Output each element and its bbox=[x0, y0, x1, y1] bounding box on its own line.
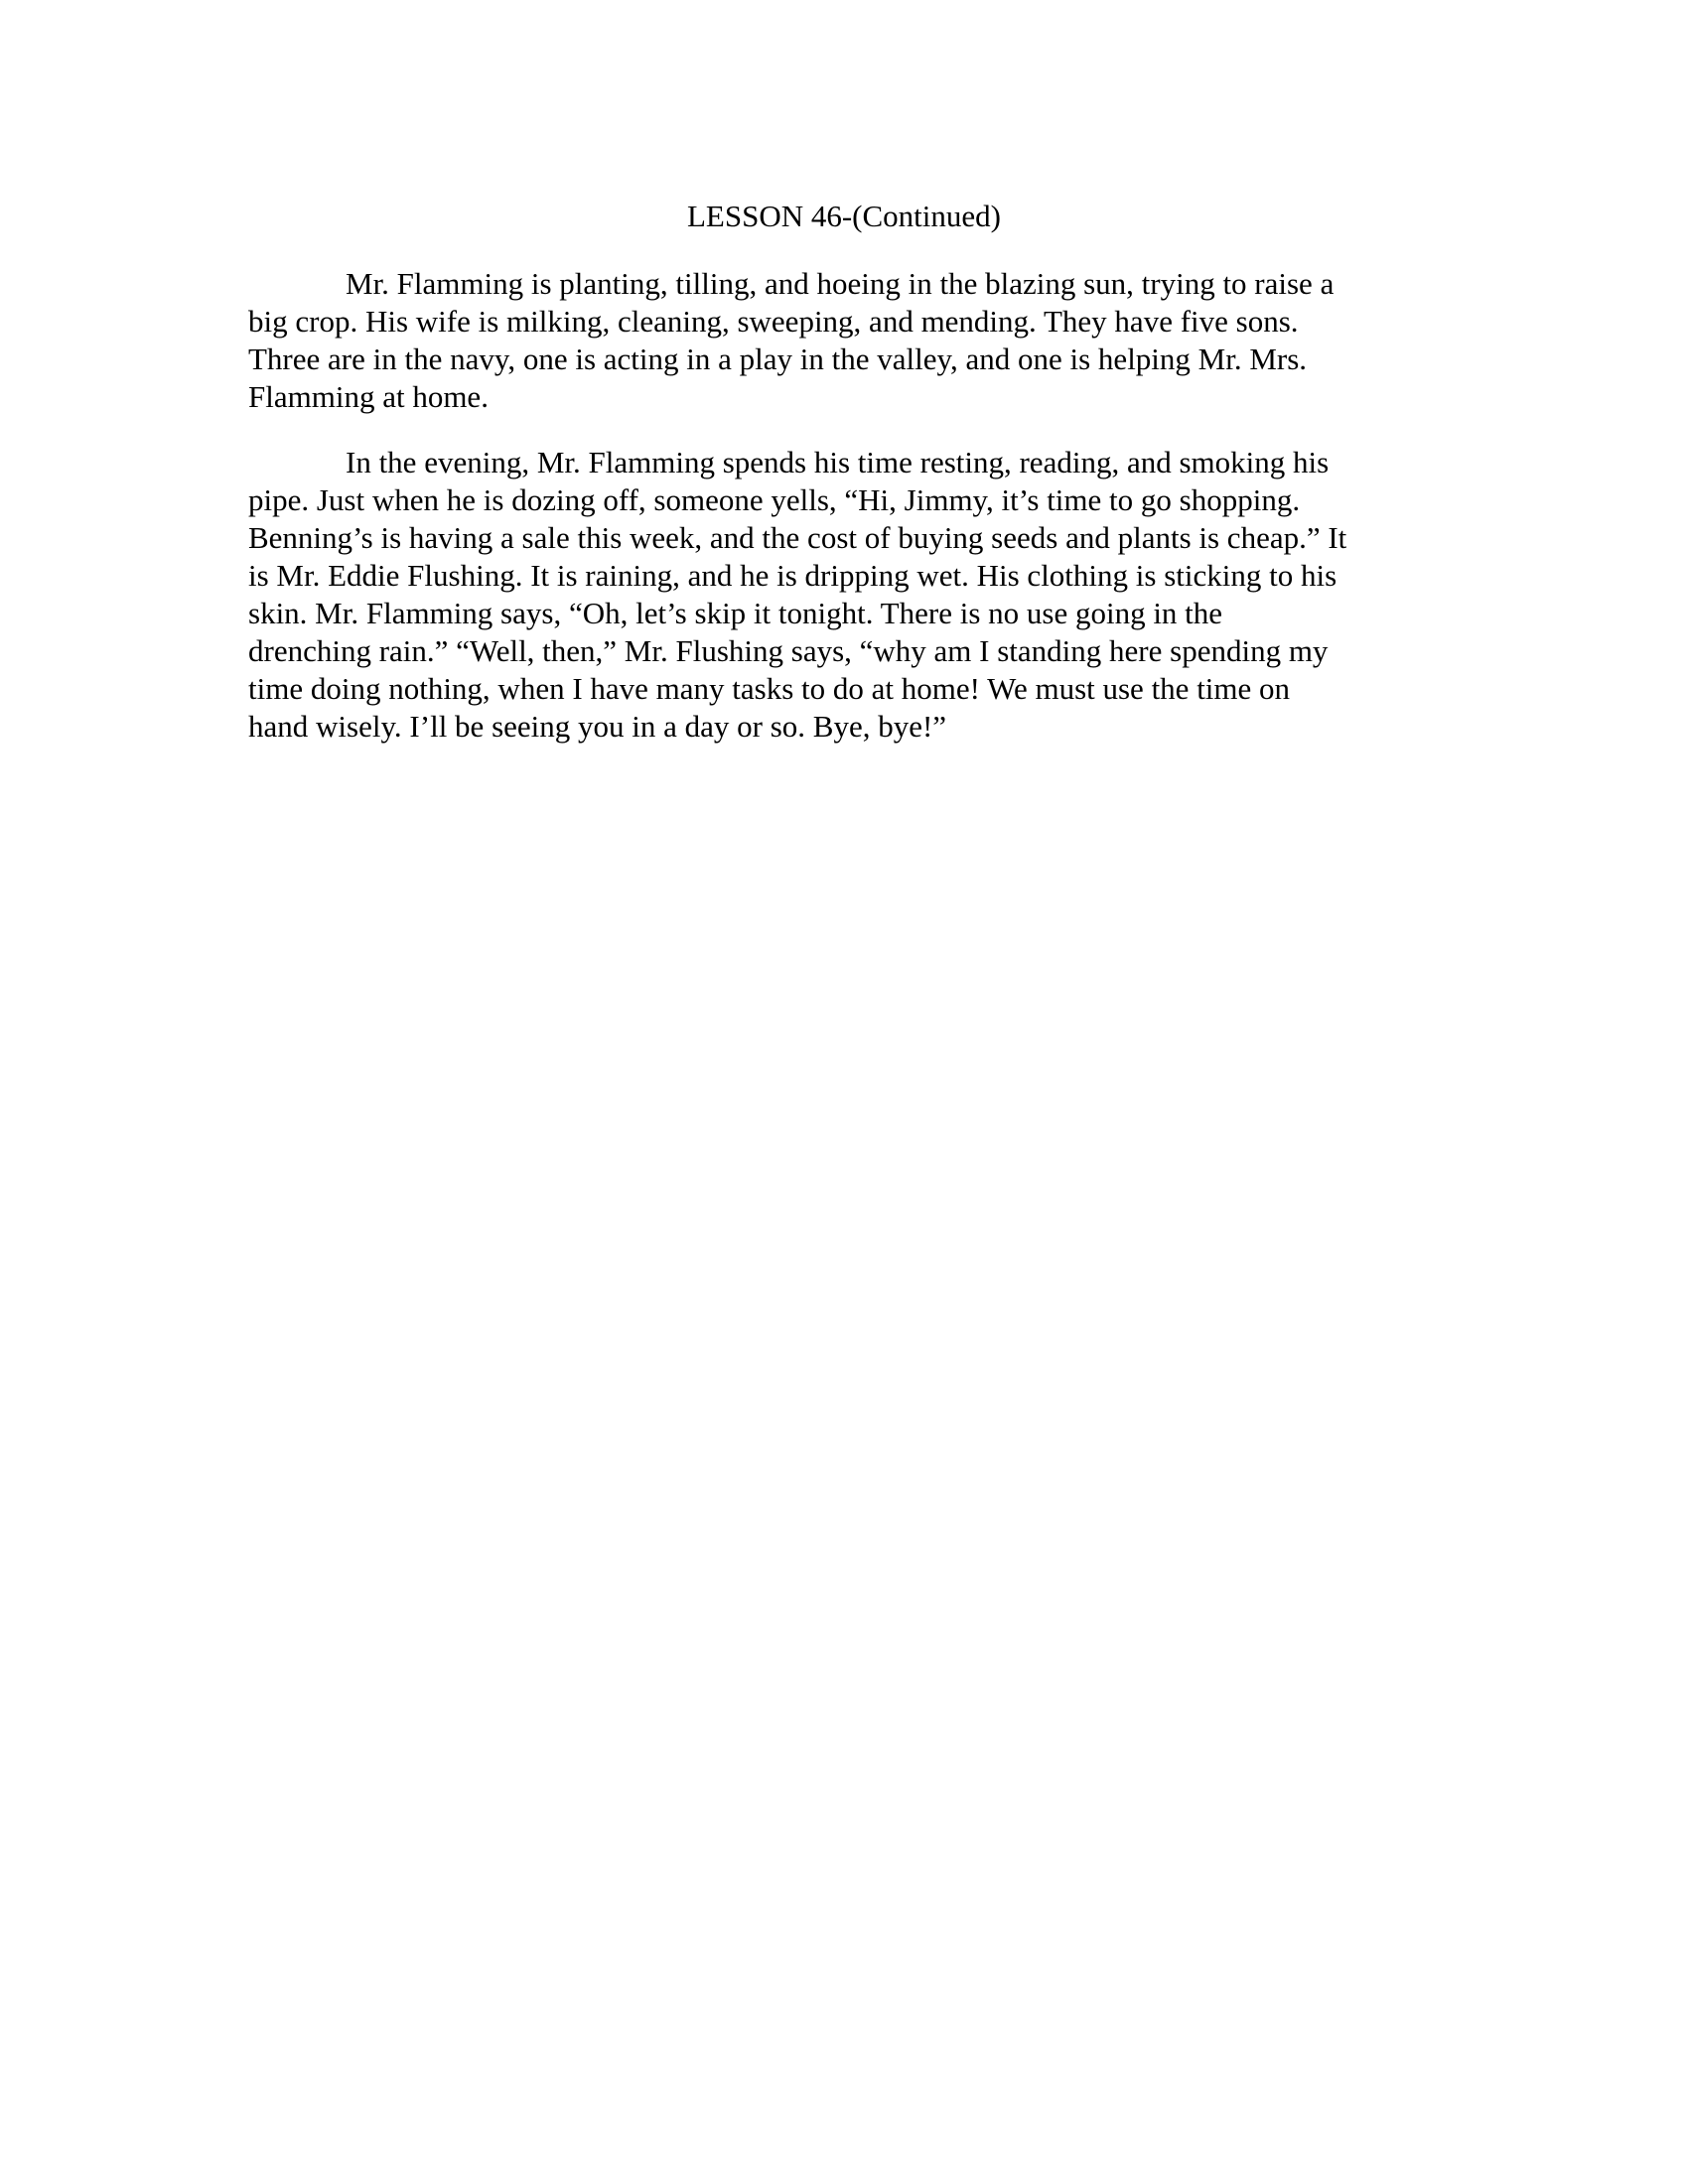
paragraph-line: pipe. Just when he is dozing off, someone yells, “Hi, Jimmy, it’s time to go shopping. bbox=[248, 482, 1301, 517]
paragraph-line: is Mr. Eddie Flushing. It is raining, and he is dripping wet. His clothing is sticking to his bbox=[248, 558, 1337, 593]
paragraph-line: In the evening, Mr. Flamming spends his time resting, reading, and smoking his bbox=[346, 445, 1330, 479]
paragraph-line: hand wisely. I’ll be seeing you in a day or so. Bye, bye!” bbox=[248, 709, 947, 744]
paragraph-line: skin. Mr. Flamming says, “Oh, let’s skip it tonight. There is no use going in the bbox=[248, 596, 1223, 630]
paragraph-line: Three are in the navy, one is acting in a play in the valley, and one is helping Mr. Mrs. bbox=[248, 341, 1308, 376]
paragraph-line: Flamming at home. bbox=[248, 379, 489, 414]
lesson-title: LESSON 46-(Continued) bbox=[686, 199, 1001, 233]
paragraph-line: Mr. Flamming is planting, tilling, and hoeing in the blazing sun, trying to raise a bbox=[346, 266, 1335, 301]
paragraph-line: Benning’s is having a sale this week, and the cost of buying seeds and plants is cheap.” It bbox=[248, 520, 1347, 555]
paragraph-line: drenching rain.” “Well, then,” Mr. Flushing says, “why am I standing here spending my bbox=[248, 633, 1329, 668]
paragraph-line: big crop. His wife is milking, cleaning, sweeping, and mending. They have five sons. bbox=[248, 304, 1299, 339]
paragraph-1 bbox=[248, 265, 1430, 416]
paragraph-line: time doing nothing, when I have many tasks to do at home! We must use the time on bbox=[248, 671, 1291, 706]
paragraph-2 bbox=[248, 444, 1430, 746]
